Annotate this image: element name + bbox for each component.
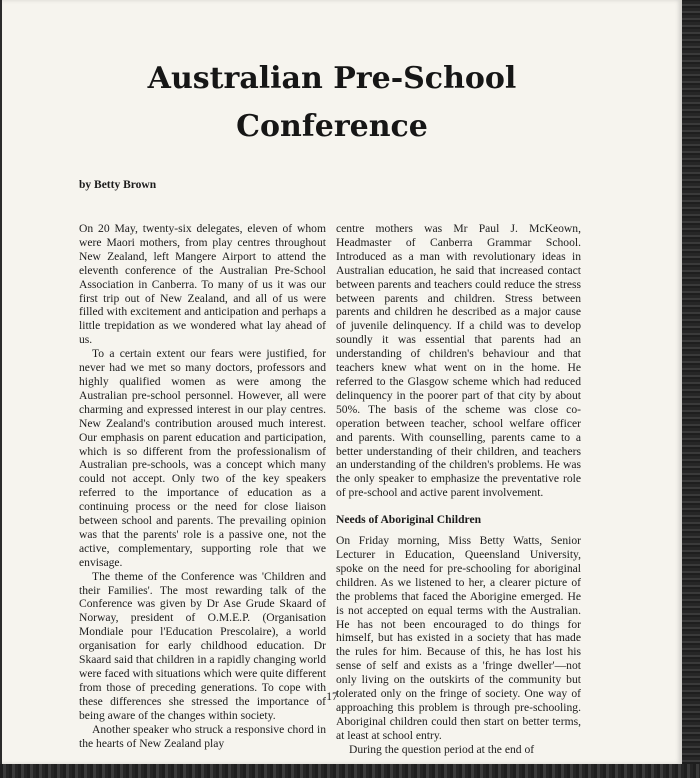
article-title: Australian Pre-School Conference (147, 61, 517, 144)
paragraph: On Friday morning, Miss Betty Watts, Senior Lecturer in Education, Queensland University, spoke on the need for pre-schooling for aboriginal children. As we listened to her, a clearer picture of the problems that faced the Aborigine emerged. He is not accepted on equal terms with the Australian. He has not been encouraged to do things for himself, but has existed in a society that has made the rules for him. Because of this, he has lost his sense of self and exists as a 'fringe dweller'—not only living on the outskirts of the community but tolerated only on the fringe of society. One way of approaching this problem is through pre-schooling. Aboriginal children could then start on better terms, at least at school entry. (336, 534, 581, 742)
bottom-edge (0, 764, 700, 778)
paragraph: The theme of the Conference was 'Children and their Families'. The most rewarding talk of the Conference was given by Dr Ase Grude Skaard of Norway, president of O.M.E.P. (Organisation Mondiale pour l'Education Prescolaire), a world organisation for early childhood education. Dr Skaard said that children in a rapidly changing world were faced with situations which were quite different from those of preceding generations. To cope with these differences she stressed the importance of being aware of the changes within society. (79, 569, 326, 722)
section-subheading: Needs of Aboriginal Children (336, 513, 482, 527)
paragraph: To a certain extent our fears were justified, for never had we met so many doctors, professors and highly qualified women as were among the Australian pre-school personnel. However, all were charming and expressed interest in our play centres. New Zealand's contribution aroused much interest. Our emphasis on parent education and participation, which is so different from the professionalism of Australian pre-schools, was a concept which many could not accept. Only two of the key speakers referred to the importance of education as a continuing process or the need for close liaison between school and parents. The prevailing opinion was that the parents' role is a passive one, not the active, complementary, supporting role that we envisage. (79, 347, 326, 569)
magazine-page (2, 0, 682, 764)
paragraph: During the question period at the end of (349, 742, 535, 756)
page-number: 17 (326, 691, 338, 703)
paragraph: centre mothers was Mr Paul J. McKeown, Headmaster of Canberra Grammar School. Introduced as a man with revolutionary ideas in Australian education, he said that increased contact between parents and teachers could reduce the stress between parents and children. Stress between parents and children he described as a major cause of juvenile delinquency. If a child was to develop soundly it was essential that parents had an understanding of children's behaviour and that teachers knew what went on in the home. He referred to the Glasgow scheme which had reduced delinquency in the poorer part of that city by about 50%. The basis of the scheme was close co-operation between teacher, school welfare officer and parents. With counselling, parents came to a better understanding of their children, and teachers an understanding of the children's problems. He was the only speaker to emphasize the preventative role of pre-school and active parent involvement. (336, 222, 581, 500)
binding-edge (682, 0, 700, 778)
paragraph: Another speaker who struck a responsive chord in the hearts of New Zealand play (79, 722, 326, 750)
paragraph: On 20 May, twenty-six delegates, eleven of whom were Maori mothers, from play centres throughout New Zealand, left Mangere Airport to attend the eleventh conference of the Australian Pre-School Association in Canberra. To many of us it was our first trip out of New Zealand, and all of us were filled with excitement and anticipation and perhaps a little trepidation as we wondered what lay ahead of us. (79, 222, 326, 347)
left-column (79, 222, 326, 750)
article-byline: by Betty Brown (79, 179, 157, 191)
right-column (336, 222, 581, 757)
